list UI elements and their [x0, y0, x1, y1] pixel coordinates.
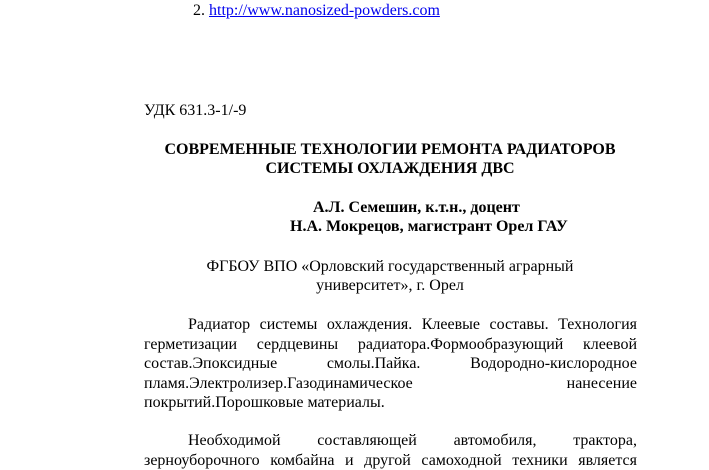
title-line-1: СОВРЕМЕННЫЕ ТЕХНОЛОГИИ РЕМОНТА РАДИАТОРОВ	[164, 141, 616, 158]
body-word: трактора,	[573, 432, 637, 449]
keywords-line-1: Радиатор системы охлаждения. Клеевые составы. Технология	[188, 316, 637, 333]
body-word: автомобиля,	[453, 432, 537, 449]
author-1: А.Л. Семешин, к.т.н., доцент	[313, 199, 520, 216]
keywords-line-2: герметизации сердцевины радиатора.Формообразующий клеевой	[144, 335, 637, 353]
reference-number: 2.	[193, 2, 205, 19]
keyword-word: смолы.Пайка.	[326, 355, 421, 372]
body-word: Необходимой	[188, 432, 281, 449]
keywords-line-3	[144, 354, 637, 374]
affiliation	[140, 257, 640, 295]
author-2: Н.А. Мокрецов, магистрант Орел ГАУ	[290, 218, 568, 235]
keyword-word: пламя.Электролизер.Газодинамическое	[144, 374, 413, 392]
body-line-2: зерноуборочного комбайна и другой самоходной техники является	[144, 451, 637, 469]
title-line-2: СИСТЕМЫ ОХЛАЖДЕНИЯ ДВС	[265, 160, 515, 177]
body-line-1	[144, 431, 637, 451]
affiliation-line-2: университет», г. Орел	[316, 277, 464, 294]
keywords-paragraph	[144, 315, 637, 413]
reference-link[interactable]: http://www.nanosized-powders.com	[209, 2, 440, 19]
affiliation-line-1: ФГБОУ ВПО «Орловский государственный аграрный	[206, 258, 574, 275]
body-word: составляющей	[317, 432, 417, 449]
udk-code: УДК 631.3-1/-9	[144, 102, 247, 119]
keyword-word: состав.Эпоксидные	[144, 355, 278, 372]
keywords-line-4	[144, 374, 637, 394]
keyword-word: Водородно-кислородное	[470, 355, 637, 372]
keyword-word: нанесение	[566, 374, 637, 392]
keywords-line-5: покрытий.Порошковые материалы.	[144, 394, 385, 411]
article-title	[140, 140, 640, 178]
authors	[290, 198, 568, 236]
reference-item	[193, 1, 440, 21]
body-paragraph	[144, 431, 637, 470]
